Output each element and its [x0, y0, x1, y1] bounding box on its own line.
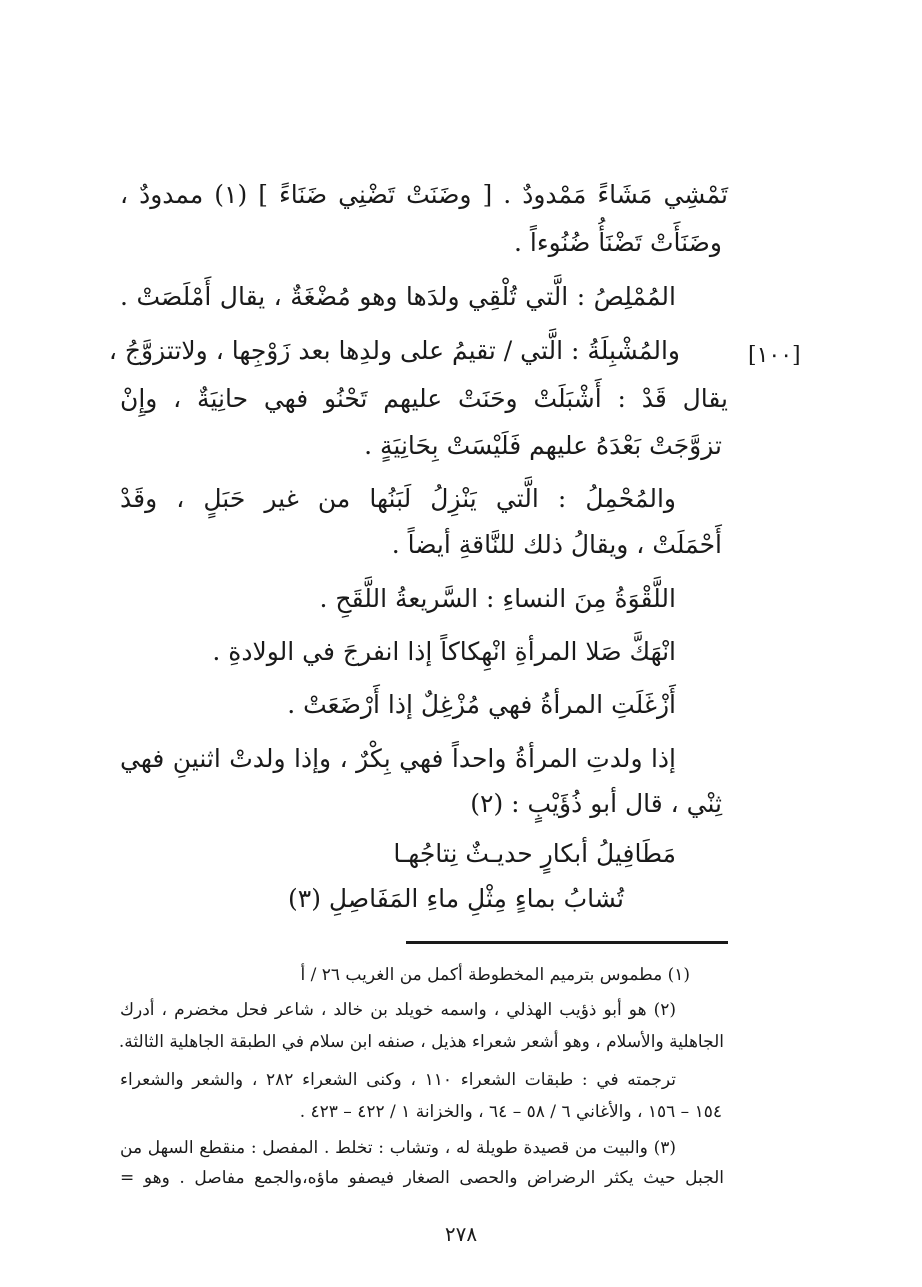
body-line: تَمْشِي مَشَاءً مَمْدودٌ . [ وضَنَتْ تَضْنِي ضَنَاءً ] (١) ممدودٌ ، [120, 180, 728, 209]
body-line: والمُحْمِلُ : الَّتي يَنْزِلُ لَبَنُها من غير حَبَلٍ ، وقَدْ [120, 484, 676, 513]
body-line: إذا ولدتِ المرأةُ واحداً فهي بِكْرٌ ، وإذا ولدتْ اثنينِ فهي [120, 744, 676, 773]
verse-hemistich-second: تُشابُ بماءٍ مِثْلِ ماءِ المَفَاصِلِ (٣) [288, 884, 624, 913]
verse-hemistich-first: مَطَافِيلُ أبكارٍ حديـثٌ نِتاجُهـا [393, 839, 676, 868]
footnote: ١٥٤ – ١٥٦ ، والأغاني ٦ / ٥٨ – ٦٤ ، والخزانة ١ / ٤٢٢ – ٤٢٣ . [299, 1102, 722, 1122]
footnote-separator [406, 941, 728, 944]
footnote: الجبل حيث يكثر الرضراض والحصى الصغار فيصفو ماؤه،والجمع مفاصل . وهو = [120, 1168, 724, 1188]
manuscript-folio-marker: [١٠٠] [748, 343, 801, 368]
body-line: ثِنْي ، قال أبو ذُؤَيْبٍ : (٢) [470, 789, 722, 818]
page-number: ٢٧٨ [444, 1222, 478, 1246]
body-line: تزوَّجَتْ بَعْدَهُ عليهم فَلَيْسَتْ بِحَانِيَةٍ . [364, 431, 722, 460]
footnote: (٣) والبيت من قصيدة طويلة له ، وتشاب : تخلط . المفصل : منقطع السهل من [120, 1138, 676, 1158]
body-line: يقال قَدْ : أَشْبَلَتْ وحَنَتْ عليهم تَحْنُو فهي حانِيَةٌ ، وإِنْ [120, 384, 728, 413]
footnote: ترجمته في : طبقات الشعراء ١١٠ ، وكنى الشعراء ٢٨٢ ، والشعر والشعراء [120, 1070, 677, 1090]
footnote: (١) مطموس بترميم المخطوطة أكمل من الغريب ٢٦ / أ [300, 965, 690, 985]
footnote: الجاهلية والأسلام ، وهو أشعر شعراء هذيل ، صنفه ابن سلام في الطبقة الجاهلية الثالثة. [118, 1032, 724, 1052]
body-line: أَحْمَلَتْ ، ويقالُ ذلك للنَّاقةِ أيضاً . [391, 530, 722, 559]
body-line: والمُشْبِلَةُ : الَّتي / تقيمُ على ولدِها بعد زَوْجِها ، ولاتتزوَّجُ ، [108, 336, 680, 365]
body-line: اللَّقْوَةُ مِنَ النساءِ : السَّريعةُ اللَّقَحِ . [319, 584, 676, 613]
body-line: وضَنَأَتْ تَضْنَأُ ضُنُوءاً . [514, 228, 722, 257]
body-line: أَزْغَلَتِ المرأةُ فهي مُزْغِلٌ إذا أَرْضَعَتْ . [287, 690, 676, 719]
footnote: (٢) هو أبو ذؤيب الهذلي ، واسمه خويلد بن خالد ، شاعر فحل مخضرم ، أدرك [120, 1000, 676, 1020]
body-line: انْهَكَّ صَلا المرأةِ انْهِكاكاً إذا انفرجَ في الولادةِ . [212, 637, 676, 666]
body-line: المُمْلِصُ : الَّتي تُلْقِي ولدَها وهو مُضْغَةٌ ، يقال أَمْلَصَتْ . [120, 282, 676, 311]
